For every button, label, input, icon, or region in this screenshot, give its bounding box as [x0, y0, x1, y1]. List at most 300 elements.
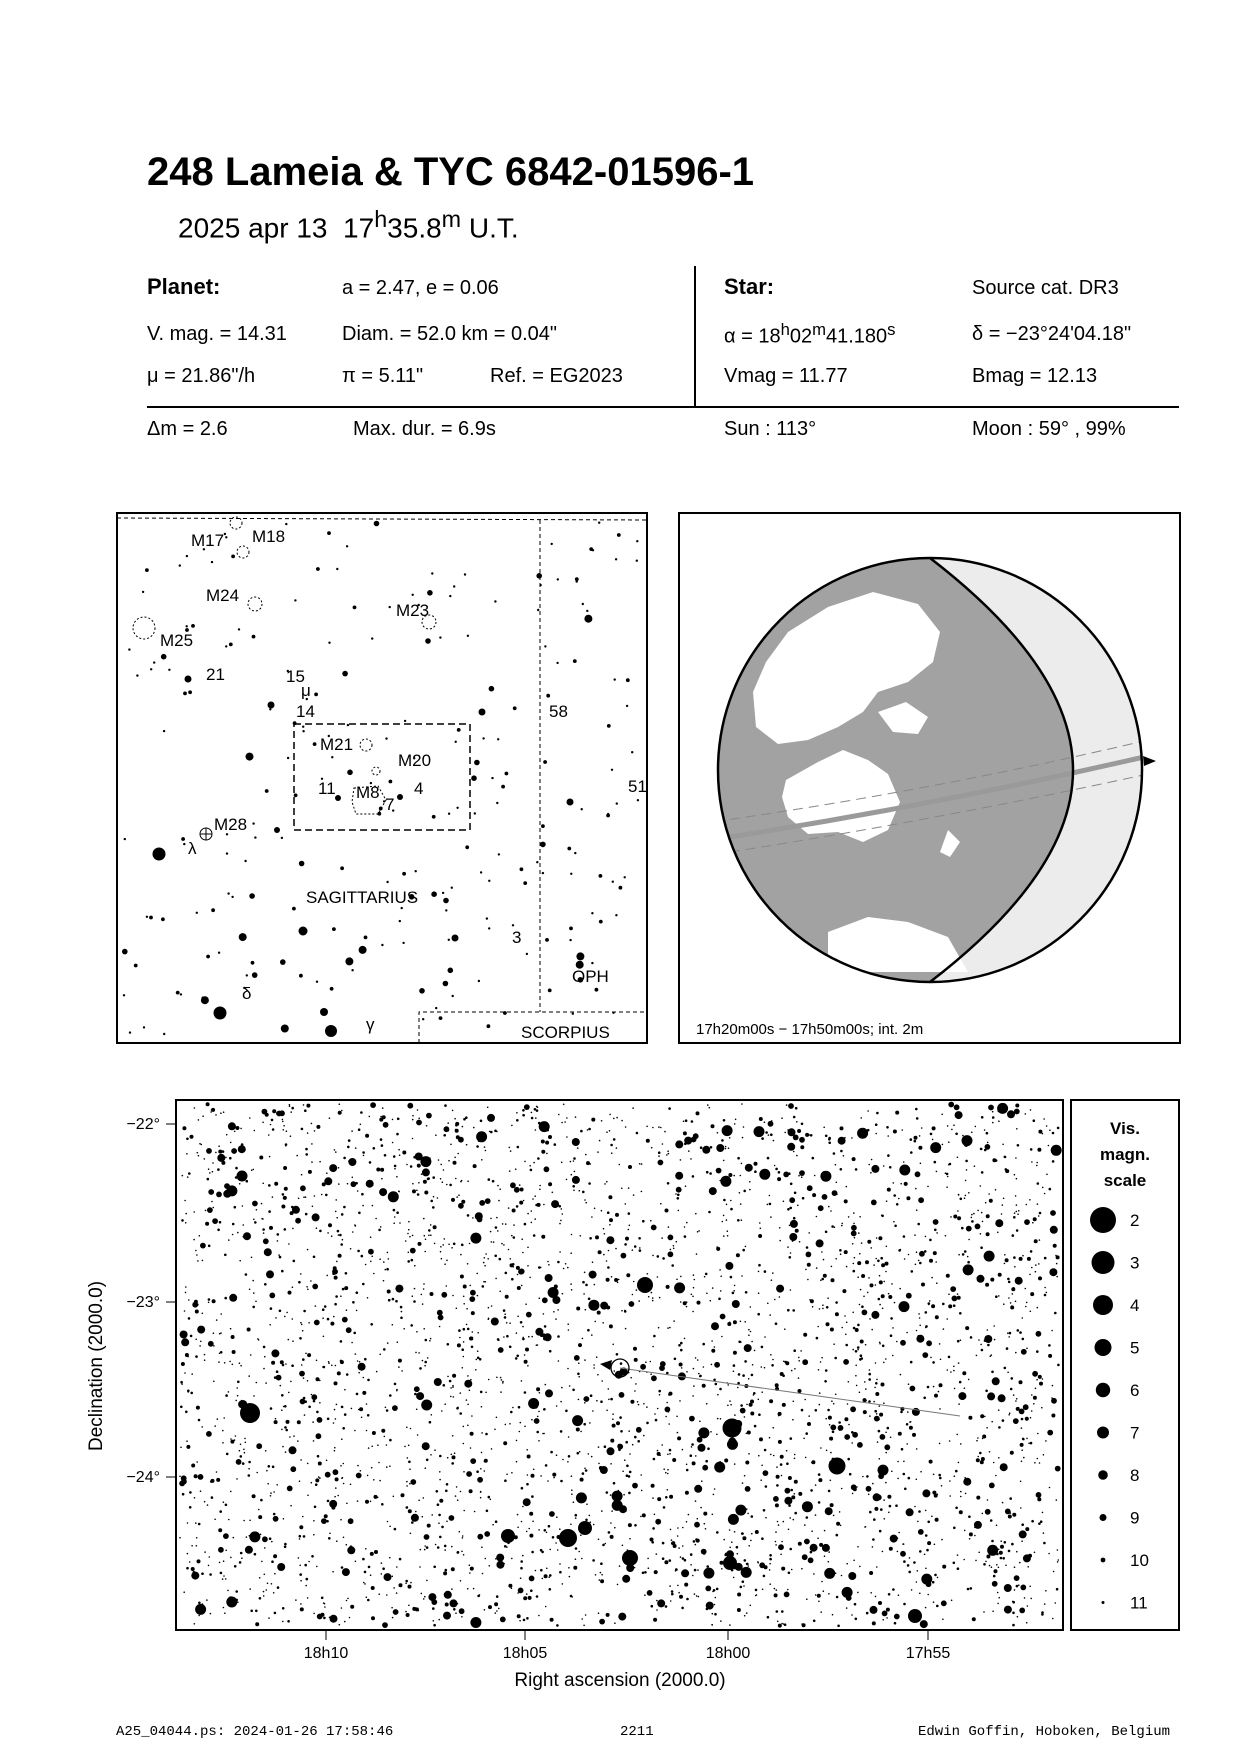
field-star — [1036, 1331, 1042, 1337]
field-star — [591, 1456, 593, 1458]
field-star — [311, 1394, 317, 1400]
field-star — [196, 1537, 198, 1539]
field-star — [857, 1261, 861, 1265]
field-star — [882, 1551, 884, 1553]
field-star — [418, 1393, 421, 1396]
field-star — [556, 1454, 558, 1456]
field-star — [886, 1200, 888, 1202]
field-star — [504, 1313, 506, 1315]
field-star — [679, 1363, 683, 1367]
field-star — [503, 1336, 505, 1338]
field-star — [554, 1285, 558, 1289]
field-star — [195, 1339, 197, 1341]
field-star — [535, 1570, 537, 1572]
field-star — [463, 1471, 465, 1473]
field-star — [321, 1518, 327, 1524]
field-star — [857, 1592, 859, 1594]
field-star — [836, 1534, 839, 1537]
field-star — [948, 1102, 954, 1108]
field-star — [833, 1152, 836, 1155]
field-star — [638, 1300, 640, 1302]
field-star — [1008, 1281, 1011, 1284]
finder-bright-star — [335, 795, 341, 801]
field-star — [796, 1121, 798, 1123]
field-star — [292, 1318, 294, 1320]
finder-star — [401, 907, 403, 909]
field-star — [460, 1491, 462, 1493]
field-star — [906, 1443, 908, 1445]
field-star — [924, 1250, 927, 1253]
field-star — [470, 1290, 476, 1296]
field-star — [977, 1210, 979, 1212]
field-star — [490, 1499, 492, 1501]
field-star — [945, 1235, 947, 1237]
field-star — [662, 1542, 665, 1545]
field-star — [414, 1265, 416, 1267]
field-star — [275, 1418, 277, 1420]
field-star — [861, 1242, 863, 1244]
field-star — [270, 1495, 272, 1497]
field-star — [323, 1366, 326, 1369]
field-star — [600, 1400, 603, 1403]
field-star — [930, 1357, 932, 1359]
field-star — [323, 1336, 325, 1338]
field-star — [851, 1231, 857, 1237]
field-star — [669, 1453, 671, 1455]
field-star — [695, 1500, 697, 1502]
field-star — [373, 1273, 375, 1275]
field-star — [506, 1474, 508, 1476]
field-star — [793, 1401, 795, 1403]
field-star — [568, 1436, 570, 1438]
field-star — [470, 1617, 481, 1628]
field-star — [279, 1110, 285, 1116]
field-star — [511, 1558, 513, 1560]
field-star — [777, 1521, 779, 1523]
field-star — [939, 1383, 943, 1387]
field-star — [750, 1605, 752, 1607]
field-star — [506, 1322, 508, 1324]
field-star — [365, 1548, 367, 1550]
field-star — [808, 1415, 810, 1417]
field-star — [297, 1420, 301, 1424]
finder-star — [188, 690, 192, 694]
field-star — [1037, 1307, 1039, 1309]
field-star — [521, 1487, 524, 1490]
finder-star — [123, 994, 125, 996]
field-star — [279, 1256, 282, 1259]
field-star — [828, 1142, 831, 1145]
field-star — [585, 1614, 587, 1616]
field-star — [878, 1601, 882, 1605]
field-star — [566, 1117, 568, 1119]
field-star — [231, 1335, 235, 1339]
field-star — [778, 1524, 780, 1526]
field-star — [271, 1541, 273, 1543]
field-star — [234, 1206, 237, 1209]
field-star — [410, 1479, 416, 1485]
field-star — [658, 1155, 660, 1157]
field-star — [993, 1575, 996, 1578]
field-star — [906, 1293, 912, 1299]
field-star — [457, 1551, 460, 1554]
field-star — [1017, 1144, 1020, 1147]
field-star — [776, 1589, 778, 1591]
field-star — [505, 1295, 509, 1299]
field-star — [432, 1607, 435, 1610]
field-star — [383, 1122, 389, 1128]
field-star — [685, 1119, 688, 1122]
field-star — [985, 1390, 988, 1393]
legend-mag-10-dot — [1101, 1558, 1106, 1563]
field-star — [261, 1203, 263, 1205]
field-star — [698, 1596, 700, 1598]
field-star — [763, 1509, 766, 1512]
finder-star — [567, 847, 571, 851]
field-star — [481, 1432, 483, 1434]
field-star — [681, 1607, 684, 1610]
field-star — [1034, 1552, 1036, 1554]
field-star — [1047, 1430, 1053, 1436]
field-star — [219, 1510, 222, 1513]
field-star — [844, 1199, 848, 1203]
field-star — [449, 1515, 455, 1521]
field-star — [303, 1196, 305, 1198]
field-star — [540, 1569, 543, 1572]
field-star — [979, 1452, 982, 1455]
field-star — [522, 1326, 524, 1328]
field-star — [184, 1372, 186, 1374]
field-star — [577, 1452, 580, 1455]
field-star — [680, 1556, 682, 1558]
field-star — [620, 1362, 623, 1365]
field-star — [500, 1617, 506, 1623]
finder-star — [443, 981, 449, 987]
field-star — [563, 1268, 565, 1270]
field-star — [230, 1328, 232, 1330]
field-star — [657, 1497, 661, 1501]
field-star — [723, 1199, 726, 1202]
field-star — [1042, 1133, 1044, 1135]
field-star — [479, 1594, 481, 1596]
field-star — [545, 1389, 553, 1397]
finder-star — [206, 955, 210, 959]
field-star — [1039, 1382, 1043, 1386]
field-bright-star — [829, 1458, 846, 1475]
field-star — [181, 1383, 183, 1385]
field-star — [493, 1241, 495, 1243]
legend-title-line2: magn. — [1099, 1145, 1151, 1164]
field-star — [652, 1297, 654, 1299]
field-star — [273, 1554, 277, 1558]
field-star — [727, 1235, 729, 1237]
finder-star — [251, 961, 255, 965]
field-star — [635, 1383, 637, 1385]
field-star — [256, 1443, 262, 1449]
y-axis-label: Declination (2000.0) — [86, 1280, 107, 1452]
field-star — [491, 1448, 493, 1450]
field-star — [508, 1207, 510, 1209]
field-star — [235, 1167, 238, 1170]
field-star — [213, 1207, 215, 1209]
field-star — [589, 1237, 592, 1240]
field-star — [958, 1254, 960, 1256]
ra-h-unit: h — [780, 320, 790, 339]
field-star — [433, 1624, 436, 1627]
field-star — [912, 1433, 916, 1437]
field-star — [373, 1479, 375, 1481]
field-star — [342, 1477, 344, 1479]
legend-mag-5-dot — [1095, 1339, 1112, 1356]
field-star — [758, 1413, 761, 1416]
field-star — [686, 1598, 689, 1601]
field-star — [684, 1137, 692, 1145]
field-star — [245, 1546, 253, 1554]
field-star — [387, 1342, 389, 1344]
field-star — [949, 1163, 952, 1166]
field-star — [573, 1566, 577, 1570]
minutes-unit: m — [441, 206, 462, 232]
field-star — [582, 1281, 585, 1284]
field-star — [723, 1160, 725, 1162]
field-star — [1030, 1598, 1032, 1600]
field-star — [479, 1200, 485, 1206]
field-star — [426, 1459, 429, 1462]
field-star — [335, 1477, 339, 1481]
field-star — [798, 1542, 802, 1546]
finder-star — [536, 573, 542, 579]
field-star — [244, 1438, 246, 1440]
field-star — [237, 1171, 248, 1182]
finder-star — [150, 668, 152, 670]
field-star — [408, 1229, 410, 1231]
field-star — [916, 1209, 918, 1211]
field-star — [344, 1413, 347, 1416]
field-star — [1056, 1255, 1060, 1259]
field-star — [318, 1476, 320, 1478]
field-star — [788, 1529, 790, 1531]
field-star — [927, 1386, 930, 1389]
finder-star — [211, 561, 213, 563]
field-star — [1036, 1165, 1038, 1167]
field-star — [389, 1465, 391, 1467]
field-star — [720, 1290, 722, 1292]
field-star — [208, 1189, 214, 1195]
field-star — [693, 1287, 695, 1289]
field-star — [386, 1268, 389, 1271]
field-star — [830, 1452, 832, 1454]
field-star — [504, 1479, 507, 1482]
field-star — [461, 1348, 464, 1351]
finder-star — [385, 737, 387, 739]
field-star — [718, 1298, 721, 1301]
field-star — [879, 1280, 883, 1284]
field-star — [722, 1316, 724, 1318]
finder-star — [386, 881, 388, 883]
field-star — [873, 1401, 875, 1403]
field-star — [987, 1344, 990, 1347]
field-star — [186, 1440, 188, 1442]
field-star — [498, 1200, 500, 1202]
field-star — [423, 1288, 425, 1290]
field-star — [424, 1596, 426, 1598]
field-star — [580, 1130, 583, 1133]
field-star — [377, 1444, 379, 1446]
field-star — [696, 1253, 698, 1255]
field-star — [1007, 1110, 1015, 1118]
field-star — [628, 1165, 632, 1169]
field-star — [888, 1295, 892, 1299]
field-star — [989, 1565, 991, 1567]
field-star — [387, 1252, 389, 1254]
field-star — [356, 1473, 362, 1479]
finder-star — [231, 896, 233, 898]
field-star — [607, 1266, 610, 1269]
field-star — [348, 1158, 356, 1166]
field-star — [268, 1134, 270, 1136]
field-star — [296, 1155, 298, 1157]
field-star — [618, 1448, 621, 1451]
field-star — [447, 1122, 449, 1124]
field-star — [647, 1590, 653, 1596]
field-star — [313, 1534, 315, 1536]
field-star — [828, 1490, 831, 1493]
field-star — [196, 1303, 199, 1306]
field-star — [637, 1440, 640, 1443]
field-star — [774, 1165, 776, 1167]
field-star — [239, 1362, 241, 1364]
field-star — [567, 1368, 569, 1370]
field-star — [840, 1525, 842, 1527]
field-star — [557, 1549, 559, 1551]
field-star — [488, 1318, 490, 1320]
field-star — [351, 1408, 353, 1410]
field-star — [730, 1276, 733, 1279]
field-star — [836, 1182, 838, 1184]
finder-star — [371, 637, 373, 639]
field-star — [729, 1624, 731, 1626]
field-star — [986, 1214, 990, 1218]
field-star — [914, 1234, 916, 1236]
field-star — [968, 1239, 970, 1241]
field-star — [484, 1459, 488, 1463]
field-star — [476, 1131, 487, 1142]
field-star — [180, 1406, 183, 1409]
field-star — [822, 1304, 824, 1306]
field-star — [1014, 1575, 1020, 1581]
field-star — [747, 1513, 749, 1515]
field-star — [1009, 1497, 1012, 1500]
field-star — [629, 1453, 631, 1455]
finder-star — [456, 807, 458, 809]
field-star — [773, 1496, 779, 1502]
field-star — [460, 1392, 462, 1394]
field-star — [189, 1561, 191, 1563]
field-star — [728, 1514, 739, 1525]
field-star — [879, 1405, 881, 1407]
finder-star — [399, 920, 401, 922]
field-star — [787, 1143, 795, 1151]
field-star — [562, 1293, 564, 1295]
field-star — [237, 1601, 239, 1603]
field-star — [523, 1200, 525, 1202]
field-star — [1004, 1263, 1006, 1265]
field-star — [685, 1185, 687, 1187]
field-star — [524, 1354, 526, 1356]
finder-star — [443, 898, 449, 904]
field-star — [477, 1332, 479, 1334]
field-star — [927, 1186, 929, 1188]
field-star — [240, 1444, 242, 1446]
field-star — [725, 1148, 727, 1150]
field-star — [668, 1153, 670, 1155]
field-star — [338, 1111, 342, 1115]
field-star — [968, 1515, 971, 1518]
field-star — [348, 1139, 351, 1142]
field-star — [311, 1143, 313, 1145]
field-star — [522, 1252, 524, 1254]
field-star — [427, 1524, 431, 1528]
field-star — [916, 1117, 919, 1120]
field-star — [281, 1270, 284, 1273]
field-star — [376, 1168, 380, 1172]
field-star — [726, 1204, 728, 1206]
field-star — [805, 1457, 807, 1459]
field-star — [457, 1343, 461, 1347]
field-star — [529, 1165, 531, 1167]
star-field-frame — [176, 1100, 1063, 1630]
field-star — [1042, 1378, 1044, 1380]
field-star — [598, 1612, 600, 1614]
field-star — [733, 1577, 735, 1579]
field-star — [861, 1274, 865, 1278]
field-star — [545, 1606, 547, 1608]
field-star — [239, 1450, 241, 1452]
finder-star — [540, 842, 546, 848]
field-star — [893, 1194, 896, 1197]
field-star — [195, 1522, 197, 1524]
field-star — [733, 1175, 735, 1177]
field-star — [852, 1349, 854, 1351]
field-star — [274, 1573, 276, 1575]
field-star — [431, 1414, 433, 1416]
field-star — [610, 1522, 612, 1524]
field-star — [722, 1125, 733, 1136]
field-star — [380, 1116, 382, 1118]
field-star — [634, 1245, 637, 1248]
field-star — [918, 1260, 920, 1262]
field-star — [187, 1522, 189, 1524]
field-star — [547, 1480, 549, 1482]
field-star — [594, 1284, 596, 1286]
field-star — [249, 1588, 251, 1590]
field-star — [533, 1234, 536, 1237]
field-star — [964, 1530, 966, 1532]
field-star — [545, 1464, 548, 1467]
field-star — [362, 1283, 365, 1286]
field-star — [653, 1618, 657, 1622]
field-star — [788, 1572, 791, 1575]
field-star — [804, 1399, 806, 1401]
field-star — [446, 1184, 448, 1186]
field-star — [392, 1324, 394, 1326]
field-star — [467, 1214, 470, 1217]
field-star — [319, 1402, 321, 1404]
field-star — [723, 1539, 725, 1541]
field-star — [714, 1604, 716, 1606]
field-star — [191, 1572, 199, 1580]
field-star — [288, 1291, 292, 1295]
